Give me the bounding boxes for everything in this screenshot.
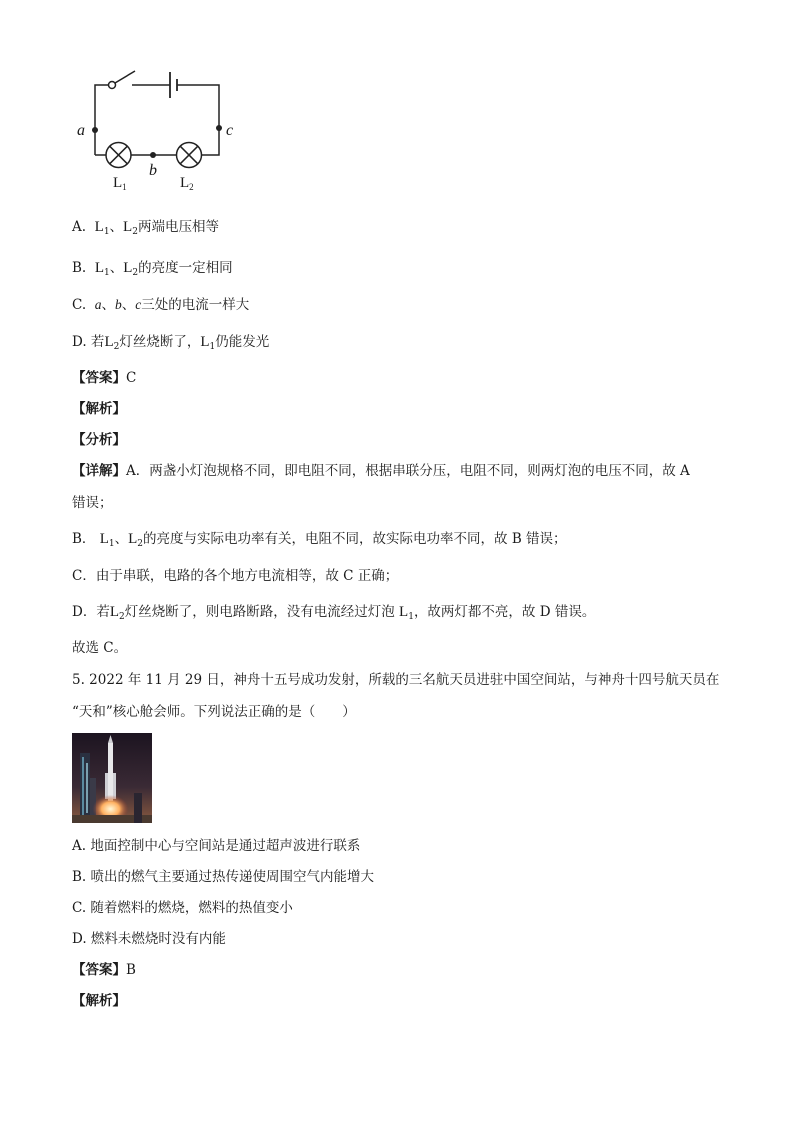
label-l1: $L_1$ (113, 175, 127, 192)
q5-stem-line1: 5. 2022 年 11 月 29 日，神舟十五号成功发射，所载的三名航天员进驻中国空间站，与神舟十四号航天员在 (72, 672, 720, 688)
q5-option-a: A. 地面控制中心与空间站是通过超声波进行联系 (72, 838, 361, 854)
q4-fenxi-tag: 【分析】 (72, 432, 126, 448)
label-b: b (149, 162, 157, 179)
node-b (150, 152, 156, 158)
q4-option-a: A. $L_1$、$L_2$两端电压相等 (72, 219, 219, 237)
lamp-l2 (177, 143, 202, 168)
q4-option-b: B. $L_1$、$L_2$的亮度一定相同 (72, 260, 233, 278)
q5-analysis-tag: 【解析】 (72, 993, 126, 1009)
q4-detail-a-line1: 【详解】A．两盏小灯泡规格不同，即电阻不同，根据串联分压，电阻不同，则两灯泡的电压不同，故 A (72, 463, 690, 479)
label-c: c (226, 122, 234, 139)
q4-conclusion: 故选 C。 (72, 640, 128, 656)
q4-detail-d: D．若$L_2$灯丝烧断了，则电路断路，没有电流经过灯泡 $L_1$，故两灯都不亮，故 D 错误。 (72, 604, 596, 622)
q5-option-c: C. 随着燃料的燃烧，燃料的热值变小 (72, 900, 293, 916)
node-a (92, 127, 98, 133)
label-l2: $L_2$ (180, 175, 194, 192)
switch-contact (109, 82, 116, 89)
q4-analysis-tag: 【解析】 (72, 401, 126, 417)
lamp-l1 (106, 143, 131, 168)
label-a: a (77, 122, 85, 139)
q4-option-d: D. 若$L_2$灯丝烧断了，$L_1$仍能发光 (72, 334, 270, 352)
node-c (216, 125, 222, 131)
wire-top-left (95, 85, 108, 155)
q4-detail-b: B． $L_1$、$L_2$的亮度与实际电功率有关，电阻不同，故实际电功率不同，故 B 错误； (72, 531, 567, 549)
q4-detail-c: C．由于串联，电路的各个地方电流相等，故 C 正确； (72, 568, 399, 584)
q4-answer: 【答案】C (72, 370, 137, 386)
q5-option-b: B. 喷出的燃气主要通过热传递使周围空气内能增大 (72, 869, 375, 885)
q5-stem-line2: “天和”核心舱会师。下列说法正确的是（ ） (72, 704, 356, 720)
wire-top-right (177, 85, 219, 155)
rocket-launch-photo (72, 733, 152, 823)
q5-answer: 【答案】B (72, 962, 136, 978)
q4-detail-a-line2: 错误； (72, 495, 113, 511)
switch-blade (115, 71, 135, 83)
q5-option-d: D. 燃料未燃烧时没有内能 (72, 931, 226, 947)
q4-option-c: C. a、b、c三处的电流一样大 (72, 297, 250, 313)
